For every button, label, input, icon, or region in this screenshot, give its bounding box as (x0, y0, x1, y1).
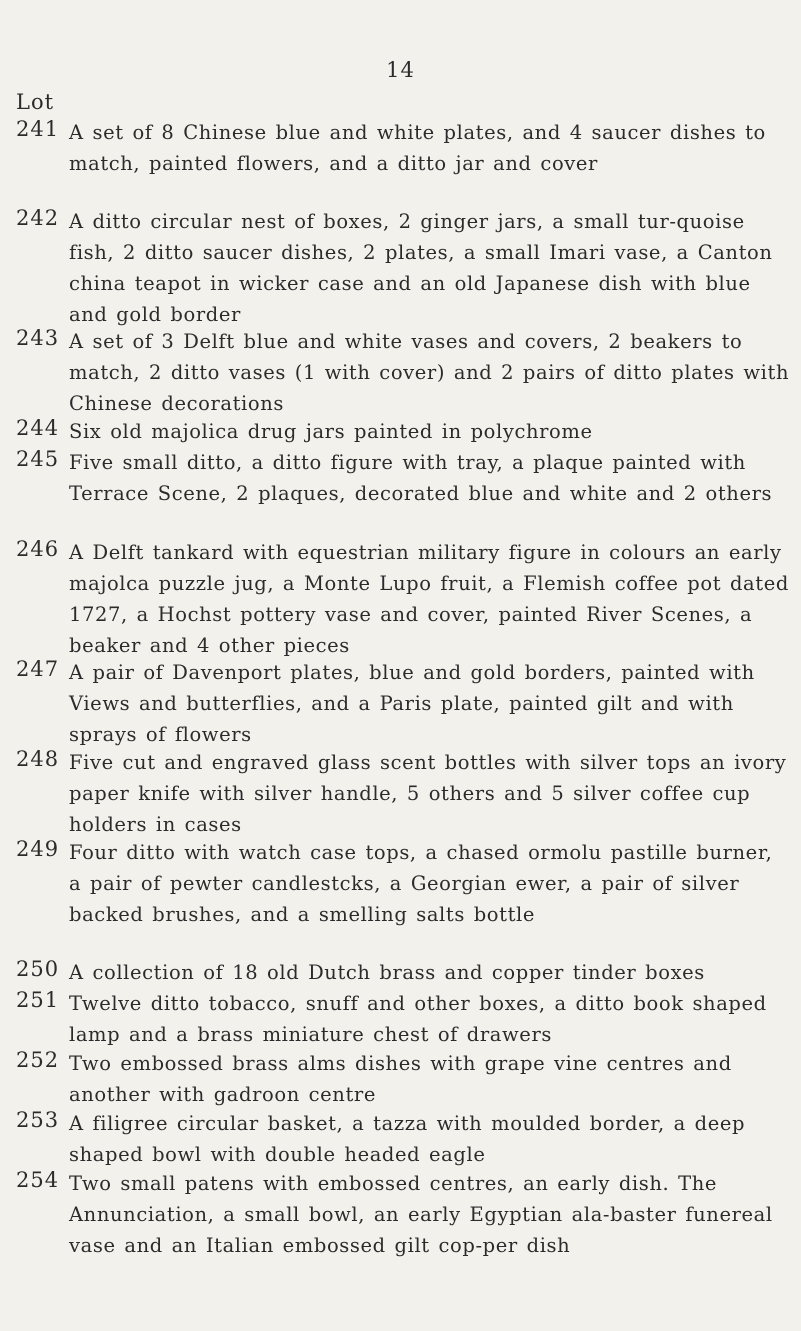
lot-description: Six old majolica drug jars painted in polychrome (69, 420, 593, 443)
lot-description: A collection of 18 old Dutch brass and copper tinder boxes (69, 961, 705, 984)
lot-description: Two embossed brass alms dishes with grape vine centres and another with gadroon centre (69, 1052, 732, 1106)
lot-number: 246 (16, 537, 60, 561)
lot-description: Five cut and engraved glass scent bottles with silver tops an ivory paper knife with silver handle, 5 others and 5 silver coffee cup holders in cases (69, 751, 787, 836)
lot-number: 244 (16, 416, 60, 440)
lot-number: 252 (16, 1048, 60, 1072)
lot-number: 242 (16, 206, 60, 230)
lot-column-header: Lot (16, 90, 55, 114)
lot-number: 243 (16, 326, 60, 350)
lot-number: 250 (16, 957, 60, 981)
lot-number: 251 (16, 988, 60, 1012)
lot-number: 241 (16, 117, 60, 141)
lot-number: 253 (16, 1108, 60, 1132)
lot-description: A set of 8 Chinese blue and white plates, and 4 saucer dishes to match, painted flowers, and a ditto jar and cover (69, 121, 766, 175)
lot-description: Five small ditto, a ditto figure with tray, a plaque painted with Terrace Scene, 2 plaques, decorated blue and white and 2 others (69, 451, 773, 505)
lot-number: 249 (16, 837, 60, 861)
lot-description: A set of 3 Delft blue and white vases and covers, 2 beakers to match, 2 ditto vases (1 with cover) and 2 pairs of ditto plates with Chinese decorations (69, 330, 790, 415)
lot-description: A filigree circular basket, a tazza with moulded border, a deep shaped bowl with double headed eagle (69, 1112, 746, 1166)
lot-description: Two small patens with embossed centres, an early dish. The Annunciation, a small bowl, an early Egyptian ala-baster funereal vase and an Italian embossed gilt cop-per dish (69, 1172, 773, 1257)
lot-number: 254 (16, 1168, 60, 1192)
lot-description: A pair of Davenport plates, blue and gold borders, painted with Views and butterflies, and a Paris plate, painted gilt and with sprays of flowers (69, 661, 755, 746)
lot-description: Four ditto with watch case tops, a chased ormolu pastille burner, a pair of pewter candlestcks, a Georgian ewer, a pair of silver backed brushes, and a smelling salts bottle (69, 841, 773, 926)
page-number: 14 (386, 58, 415, 82)
lot-number: 248 (16, 747, 60, 771)
lot-description: A ditto circular nest of boxes, 2 ginger jars, a small tur-quoise fish, 2 ditto saucer dishes, 2 plates, a small Imari vase, a Canton china teapot in wicker case and an old Japanese dish with blue and gold border (69, 210, 773, 326)
lot-number: 247 (16, 657, 60, 681)
lot-number: 245 (16, 447, 60, 471)
lot-description: Twelve ditto tobacco, snuff and other boxes, a ditto book shaped lamp and a brass miniature chest of drawers (69, 992, 767, 1046)
lot-description: A Delft tankard with equestrian military figure in colours an early majolca puzzle jug, a Monte Lupo fruit, a Flemish coffee pot dated 1727, a Hochst pottery vase and cover, painted River Scenes, a beaker and 4 other pieces (69, 541, 789, 657)
